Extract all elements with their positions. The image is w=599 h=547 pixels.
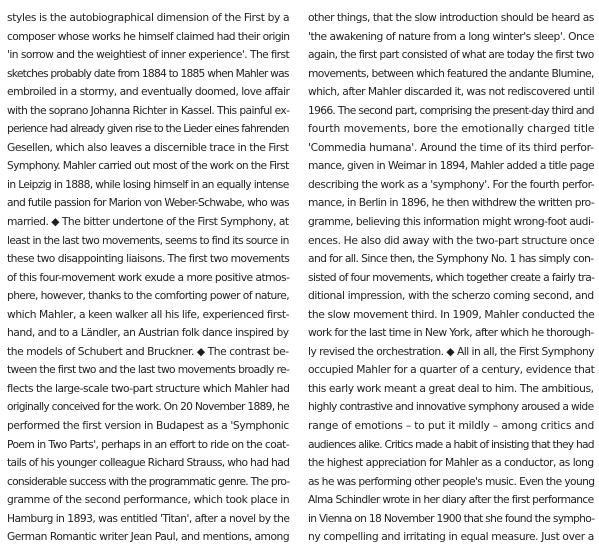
- text-line: ly revised the orchestration. ◆ All in all, the First Symphony: [308, 344, 595, 358]
- text-line: German Romantic writer Jean Paul, and mentions, among: [7, 530, 290, 544]
- text-line: fourth movements, bore the emotionally charged title: [308, 122, 595, 136]
- text-line: mance, in Berlin in 1896, he then withdrew the written pro-: [308, 196, 595, 210]
- text-line: gramme, believing this information might wrong-foot audi-: [308, 215, 594, 229]
- text-line: Hamburg in 1893, was entitled 'Titan', after a novel by the: [7, 511, 290, 525]
- text-line: composer whose works he himself claimed had their origin: [7, 29, 290, 43]
- text-line: occupied Mahler for a quarter of a century, evidence that: [308, 363, 595, 377]
- text-line: sketches probably date from 1884 to 1885 when Mahler was: [7, 66, 289, 80]
- text-line: flects the large-scale two-part structure which Mahler had: [7, 381, 290, 395]
- text-line: phere, however, thanks to the comforting power of nature,: [7, 289, 290, 303]
- text-column-right: [308, 9, 594, 547]
- text-line: highly contrastive and innovative symphony aroused a wide: [308, 400, 594, 414]
- text-line: again, the first part consisted of what are today the first two: [308, 48, 594, 62]
- text-line: originally conceived for the work. On 20 November 1889, he: [7, 400, 289, 414]
- text-line: Gesellen, which also leaves a discernible trace in the First: [7, 140, 289, 154]
- text-line: movements, between which featured the andante Blumine,: [308, 66, 594, 80]
- text-line: gramme of the second performance, which took place in: [7, 493, 290, 507]
- text-line: considerable success with the programmatic genre. The pro-: [7, 474, 290, 488]
- text-line: ences. He also did away with the two-part structure once: [308, 233, 595, 247]
- text-line: embroiled in a stormy, and eventually doomed, love affair: [7, 85, 290, 99]
- text-line: ditional impression, with the scherzo coming second, and: [308, 289, 594, 303]
- text-line: work for the last time in New York, after which he thorough-: [308, 326, 594, 340]
- text-line: in Leipzig in 1888, while losing himself in an equally intense: [7, 177, 289, 191]
- text-line: least in the last two movements, seems to find its source in: [7, 233, 289, 247]
- text-line: describing the work as a 'symphony'. For the fourth perfor-: [308, 177, 595, 191]
- text-line: 'in sorrow and the weightiest of inner experience'. The first: [7, 48, 290, 62]
- text-line: married. ◆ The bitter undertone of the First Symphony, at: [7, 215, 289, 229]
- text-line: and futile passion for Marion von Weber-Schwabe, who was: [7, 196, 289, 210]
- text-line: other things, that the slow introduction should be heard as: [308, 11, 594, 24]
- text-line: which, after Mahler discarded it, was not rediscovered until: [308, 85, 595, 99]
- text-line: 'Commedia humana'. Around the time of its third perfor-: [308, 140, 594, 154]
- text-line: audiences alike. Critics made a habit of insisting that they had: [308, 437, 594, 451]
- text-line: Poem in Two Parts', perhaps in an effort to ride on the coat-: [7, 437, 289, 451]
- text-line: tween the first two and the last two movements broadly re-: [7, 363, 290, 377]
- text-line: perience had already given rise to the Lieder eines fahrenden: [7, 122, 289, 136]
- text-column-left: [7, 9, 289, 547]
- text-line: ny compelling and irritating in equal measure. Just over a: [308, 530, 594, 544]
- text-line: sisted of four movements, which together create a fairly tra-: [308, 270, 595, 284]
- text-line: which Mahler, a keen walker all his life, experienced first-: [7, 307, 290, 321]
- text-line: Alma Schindler wrote in her diary after the first performance: [308, 493, 594, 507]
- text-line: as he was performing other people's music. Even the young: [308, 474, 595, 488]
- text-line: the highest appreciation for Mahler as a conductor, as long: [308, 456, 594, 470]
- text-line: the models of Schubert and Bruckner. ◆ The contrast be-: [7, 344, 289, 358]
- text-line: 1966. The second part, comprising the present-day third and: [308, 103, 594, 117]
- text-line: and for all. Since then, the Symphony No. 1 has simply con-: [308, 252, 594, 266]
- text-line: tails of his younger colleague Richard Strauss, who had had: [7, 456, 290, 470]
- text-line: the slow movement third. In 1909, Mahler conducted the: [308, 307, 595, 321]
- text-line: these two disappointing liaisons. The first two movements: [7, 252, 290, 266]
- text-line: performed the first version in Budapest as a 'Symphonic: [7, 419, 289, 433]
- text-line: this early work meant a great deal to him. The ambitious,: [308, 381, 594, 395]
- text-line: of this four-movement work exude a more positive atmos-: [7, 270, 290, 284]
- text-line: range of emotions – to put it mildly – among critics and: [308, 419, 595, 433]
- text-line: hand, and to a Ländler, an Austrian folk dance inspired by: [7, 326, 289, 340]
- text-line: 'the awakening of nature from a long winter's sleep'. Once: [308, 29, 594, 43]
- text-line: Symphony. Mahler carried out most of the work on the First: [7, 159, 289, 173]
- text-line: with the soprano Johanna Richter in Kassel. This painful ex-: [7, 103, 290, 117]
- text-line: styles is the autobiographical dimension of the First by a: [7, 11, 290, 24]
- text-line: in Vienna on 18 November 1900 that she found the sympho-: [308, 511, 595, 525]
- text-line: mance, given in Weimar in 1894, Mahler added a title page: [308, 159, 595, 173]
